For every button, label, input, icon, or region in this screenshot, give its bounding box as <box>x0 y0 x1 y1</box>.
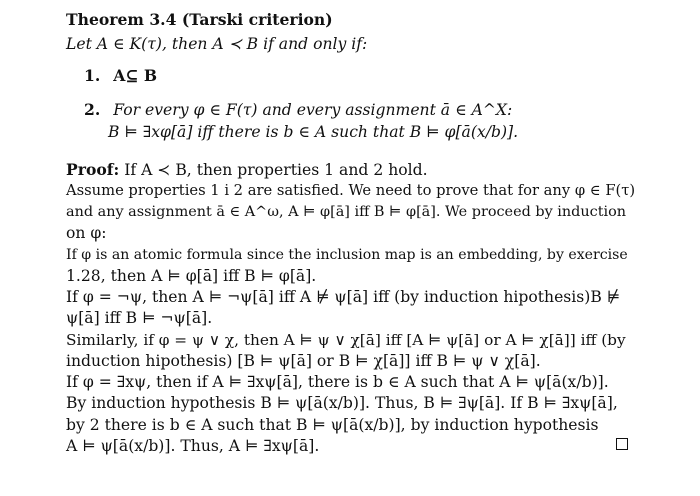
proof-line-13: A ⊨ ψ[ā(x/b)]. Thus, A ⊨ ∃xψ[ā]. <box>66 437 320 455</box>
proof-line-0 <box>66 160 428 180</box>
proof-line-11: By induction hypothesis B ⊨ ψ[ā(x/b)]. Thus, B ⊨ ∃ψ[ā]. If B ⊨ ∃xψ[ā], <box>66 394 618 412</box>
item-2-number: 2. <box>84 100 101 119</box>
proof-line-12: by 2 there is b ∈ A such that B ⊨ ψ[ā(x/b)], by induction hypothesis <box>66 416 599 434</box>
proof-line-4: If φ is an atomic formula since the inclusion map is an embedding, by exercise <box>66 247 628 263</box>
qed-box-icon <box>616 438 628 450</box>
theorem-statement: Let A ∈ K(τ), then A ≺ B if and only if: <box>66 35 368 53</box>
proof-line-8: Similarly, if φ = ψ ∨ χ, then A ⊨ ψ ∨ χ[ā] iff [A ⊨ ψ[ā] or A ⊨ χ[ā]] iff (by <box>66 331 626 349</box>
item-2-continuation: B ⊨ ∃xφ[ā] iff there is b ∈ A such that B ⊨ φ[ā(x/b)]. <box>108 123 519 141</box>
theorem-heading: Theorem 3.4 (Tarski criterion) <box>66 10 333 29</box>
item-1-text: A⊆ B <box>113 66 158 85</box>
theorem-item-2 <box>84 100 512 120</box>
proof-label: Proof: <box>66 160 120 179</box>
proof-line-1: Assume properties 1 i 2 are satisfied. We need to prove that for any φ ∈ F(τ) <box>66 182 636 199</box>
proof-line-5: 1.28, then A ⊨ φ[ā] iff B ⊨ φ[ā]. <box>66 267 317 285</box>
item-2-text: For every φ ∈ F(τ) and every assignment ā ∈ A^X: <box>113 101 513 119</box>
proof-line-6: If φ = ¬ψ, then A ⊨ ¬ψ[ā] iff A ⊭ ψ[ā] iff (by induction hipothesis)B ⊭ <box>66 288 621 306</box>
proof-line-2: and any assignment ā ∈ A^ω, A ⊨ φ[ā] iff B ⊨ φ[ā]. We proceed by induction <box>66 204 627 220</box>
proof-line-10: If φ = ∃xψ, then if A ⊨ ∃xψ[ā], there is b ∈ A such that A ⊨ ψ[ā(x/b)]. <box>66 373 609 391</box>
proof-line-3: on φ: <box>66 224 107 242</box>
proof-line-7: ψ[ā] iff B ⊨ ¬ψ[ā]. <box>66 309 213 327</box>
proof-text-0: If A ≺ B, then properties 1 and 2 hold. <box>124 161 428 179</box>
item-1-number: 1. <box>84 66 101 85</box>
theorem-item-1 <box>84 66 157 86</box>
proof-line-9: induction hipothesis) [B ⊨ ψ[ā] or B ⊨ χ[ā]] iff B ⊨ ψ ∨ χ[ā]. <box>66 352 541 370</box>
